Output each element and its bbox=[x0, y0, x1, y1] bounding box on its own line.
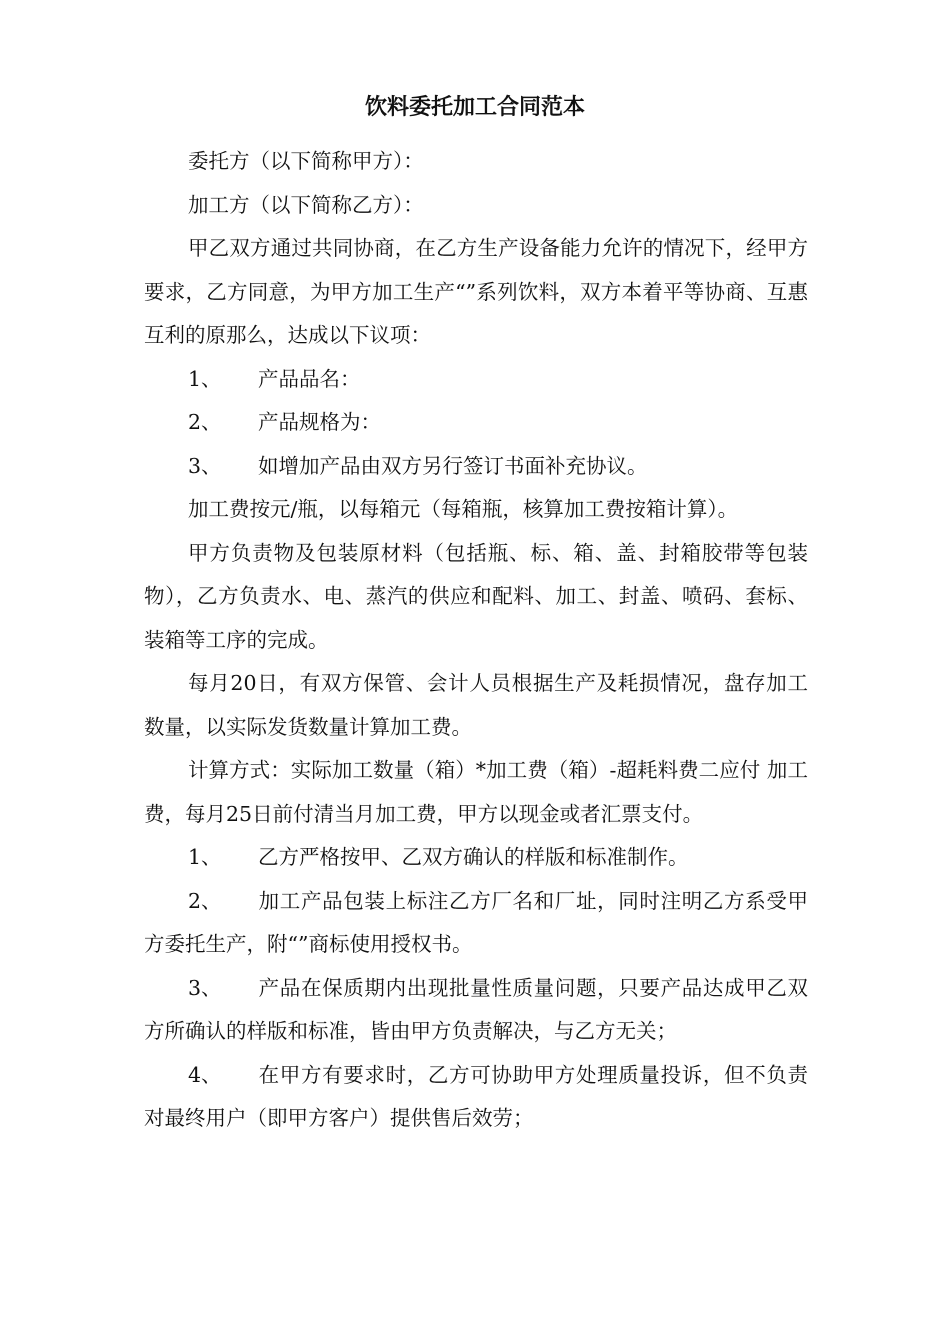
paragraph-preamble bbox=[144, 227, 808, 358]
list-number: 3、 bbox=[188, 453, 222, 478]
paragraph-calculation bbox=[144, 749, 808, 836]
paragraph-client bbox=[144, 140, 808, 184]
list-number: 4、 bbox=[188, 1062, 222, 1087]
list-number: 2、 bbox=[188, 410, 222, 434]
list-number: 3、 bbox=[188, 975, 222, 1000]
paragraph-text: 计算方式：实际加工数量（箱）*加工费（箱）-超耗料费二应付 加工费，每月25日前付清当月加工费，甲方以现金或者汇票支付。 bbox=[144, 758, 808, 826]
paragraph-text: 乙方严格按甲、乙双方确认的样版和标准制作。 bbox=[258, 845, 689, 869]
paragraph-text: 在甲方有要求时，乙方可协助甲方处理质量投诉，但不负责 对最终用户（即甲方客户）提供售后效劳； bbox=[144, 1062, 808, 1130]
paragraph-text: 加工方（以下简称乙方）： bbox=[188, 192, 424, 217]
paragraph-text: 委托方（以下简称甲方）： bbox=[188, 149, 424, 173]
paragraph-processing-fee bbox=[144, 488, 808, 532]
paragraph-text: 甲乙双方通过共同协商，在乙方生产设备能力允许的情况下，经甲方要求，乙方同意，为甲方加工生产“”系列饮料，双方本着平等协商、互惠互利的原那么，达成以下议项： bbox=[144, 236, 808, 347]
list-item-product-spec bbox=[144, 401, 808, 445]
paragraph-text: 加工费按元/瓶，以每箱元（每箱瓶，核算加工费按箱计算）。 bbox=[188, 497, 739, 521]
document-body bbox=[144, 140, 808, 1141]
list-item-complaints bbox=[144, 1054, 808, 1141]
paragraph-processor bbox=[144, 184, 808, 228]
paragraph-text: 如增加产品由双方另行签订书面补充协议。 bbox=[258, 453, 648, 478]
paragraph-text: 加工产品包装上标注乙方厂名和厂址，同时注明乙方系受甲 方委托生产，附“”商标使用授权书。 bbox=[144, 888, 808, 956]
list-number: 1、 bbox=[188, 366, 222, 391]
list-number: 1、 bbox=[188, 845, 222, 869]
paragraph-monthly-inventory bbox=[144, 662, 808, 749]
list-item-quality-issues bbox=[144, 967, 808, 1054]
list-number: 2、 bbox=[188, 888, 222, 913]
paragraph-text: 甲方负责物及包装原材料（包括瓶、标、箱、盖、封箱胶带等包装物），乙方负责水、电、蒸汽的供应和配料、加工、封盖、喷码、套标、装箱等工序的完成。 bbox=[144, 540, 808, 652]
paragraph-responsibilities bbox=[144, 532, 808, 663]
paragraph-text: 产品规格为： bbox=[258, 410, 381, 434]
list-item-product-name bbox=[144, 358, 808, 402]
list-item-labeling bbox=[144, 880, 808, 967]
paragraph-text: 产品品名： bbox=[258, 366, 361, 391]
list-item-additional-products bbox=[144, 445, 808, 489]
document-title: 饮料委托加工合同范本 bbox=[364, 95, 585, 120]
paragraph-text: 产品在保质期内出现批量性质量问题，只要产品达成甲乙双 方所确认的样版和标准，皆由甲方负责解决，与乙方无关； bbox=[144, 975, 808, 1043]
list-item-standards bbox=[144, 836, 808, 880]
paragraph-text: 每月20日，有双方保管、会计人员根据生产及耗损情况，盘存加工数量，以实际发货数量计算加工费。 bbox=[144, 671, 808, 739]
